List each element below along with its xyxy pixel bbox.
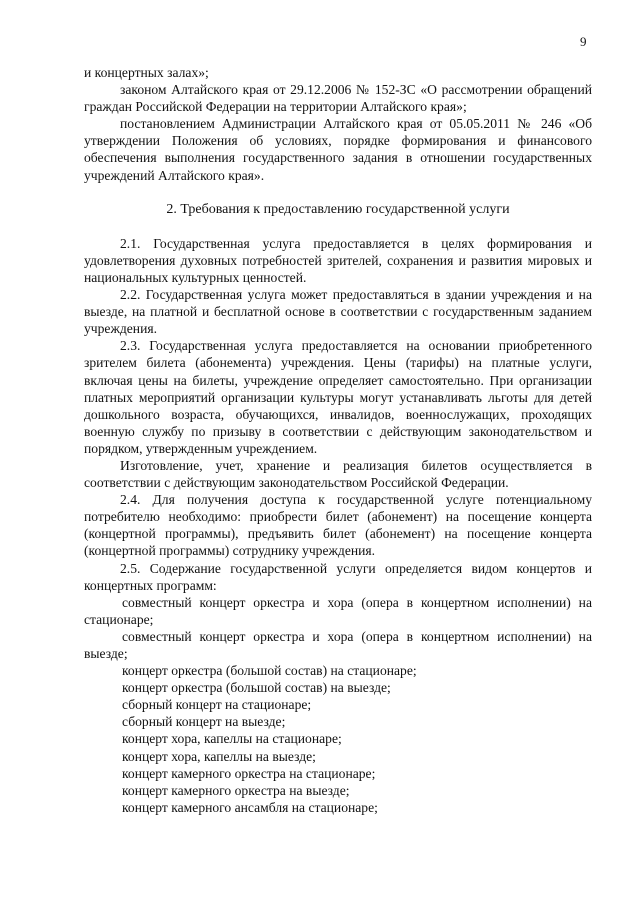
list-item: концерт хора, капеллы на стационаре; — [122, 731, 342, 747]
section-heading: 2. Требования к предоставлению государственной услуги — [166, 201, 510, 217]
page-number: 9 — [580, 34, 587, 49]
list-item: концерт хора, капеллы на выезде; — [122, 748, 316, 764]
paragraph-resolution-reference: постановлением Администрации Алтайского края от 05.05.2011 № 246 «Об утверждении Положения об условиях, порядке формирования и финансового обеспечения выполнения государственного задания в отношении государственных учреждений Алтайского края». — [84, 116, 592, 183]
paragraph-law-reference: законом Алтайского края от 29.12.2006 № 152-ЗС «О рассмотрении обращений граждан Российской Федерации на территории Алтайского края»; — [84, 82, 592, 115]
list-item: концерт камерного ансамбля на стационаре; — [122, 799, 378, 815]
list-item: сборный концерт на выезде; — [122, 714, 286, 730]
document-body — [84, 64, 592, 816]
list-item-joint-stationary: совместный концерт оркестра и хора (опера в концертном исполнении) на стационаре; — [84, 594, 592, 627]
list-item: концерт камерного оркестра на выезде; — [122, 782, 350, 798]
list-item: концерт оркестра (большой состав) на выезде; — [122, 680, 391, 696]
paragraph-2-3: 2.3. Государственная услуга предоставляется на основании приобретенного зрителем билета (абонемента) учреждения. Цены (тарифы) на платные услуги, включая цены на билеты, учреждение определяет самостоятельно. При организации платных мероприятий организации культуры могут устанавливать льготы для детей дошкольного возраста, обучающихся, инвалидов, военнослужащих, проходящих военную службу по призыву в соответствии с действующим законодательством и порядком, утвержденным учреждением. — [84, 338, 592, 456]
concert-type-list — [84, 662, 592, 816]
paragraph-continuation: и концертных залах»; — [84, 65, 209, 80]
list-item: концерт оркестра (большой состав) на стационаре; — [122, 663, 417, 679]
list-item-joint-tour: совместный концерт оркестра и хора (опера в концертном исполнении) на выезде; — [84, 628, 592, 661]
paragraph-tickets: Изготовление, учет, хранение и реализация билетов осуществляется в соответствии с действующим законодательством Российской Федерации. — [84, 457, 592, 491]
paragraph-2-2: 2.2. Государственная услуга может предоставляться в здании учреждения и на выезде, на платной и бесплатной основе в соответствии с государственным заданием учреждения. — [84, 287, 592, 337]
paragraph-2-5: 2.5. Содержание государственной услуги определяется видом концертов и концертных программ: — [84, 560, 592, 593]
list-item: сборный концерт на стационаре; — [122, 697, 312, 713]
paragraph-2-4: 2.4. Для получения доступа к государственной услуге потенциальному потребителю необходимо: приобрести билет (абонемент) на посещение концерта (концертной программы), предъявить билет (абонемент) на посещение концерта (концертной программы) сотруднику учреждения. — [84, 492, 592, 559]
list-item: концерт камерного оркестра на стационаре; — [122, 765, 376, 781]
paragraph-2-1: 2.1. Государственная услуга предоставляется в целях формирования и удовлетворения духовных потребностей зрителей, сохранения и развития мировых и национальных культурных ценностей. — [84, 235, 592, 285]
